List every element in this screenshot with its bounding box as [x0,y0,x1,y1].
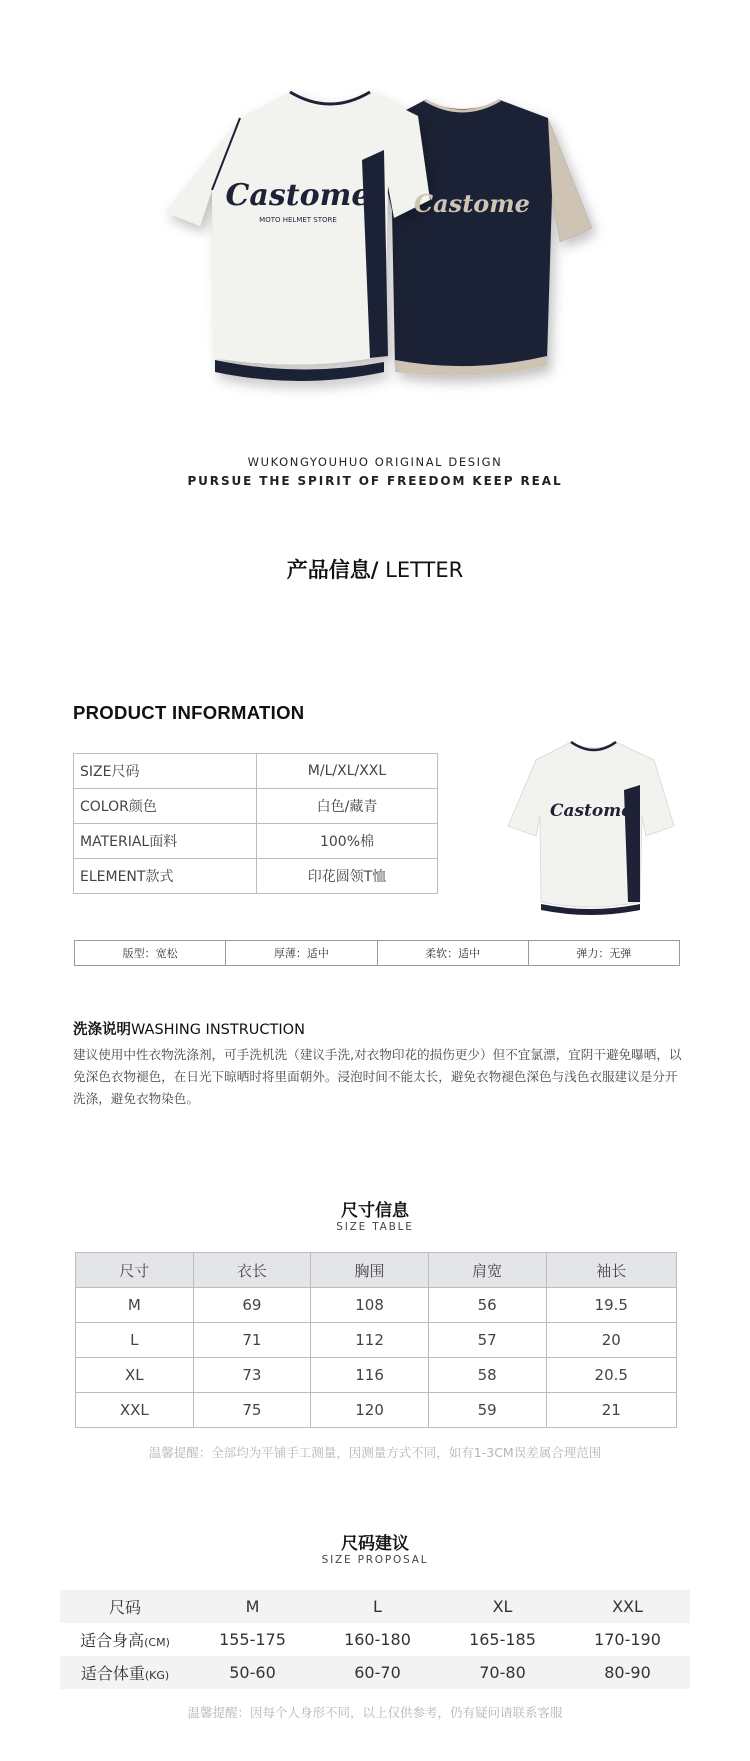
row-label-weight [60,1656,190,1689]
table-row [74,859,438,894]
table-cell: 73 [193,1358,311,1393]
size-proposal-note: 温馨提醒：因每个人身形不同，以上仅供参考，仍有疑问请联系客服 [187,1705,563,1720]
table-row [74,824,438,859]
column-header: 衣长 [193,1253,311,1288]
column-header: 尺码 [60,1590,190,1623]
column-header: 肩宽 [428,1253,546,1288]
table-cell: 165-185 [469,1630,536,1649]
washing-instruction-title [73,1018,305,1039]
table-cell: 75 [193,1393,311,1428]
brand-tagline: WUKONGYOUHUO ORIGINAL DESIGN [247,455,503,469]
table-cell: 21 [546,1393,677,1428]
column-header: XL [440,1590,565,1623]
washing-instruction-body: 建议使用中性衣物洗涤剂，可手洗机洗（建议手洗,对衣物印花的损伤更少）但不宜氯漂，宜阴干避免曝晒，以免深色衣物褪色，在日光下晾晒时将里面朝外。浸泡时间不能太长，避免衣物褪色深色与浅色衣服建议是分开洗涤，避免衣物染色。 [73,1047,682,1106]
table-cell: 120 [311,1393,429,1428]
height-label: 适合身高 [80,1631,145,1650]
table-cell: 59 [428,1393,546,1428]
column-header: 袖长 [546,1253,677,1288]
section-heading-letter [0,554,750,584]
product-thumbnail [496,730,686,920]
thumbnail-print: Castome [549,801,633,821]
info-value: 白色/藏青 [257,789,438,824]
table-cell: XXL [76,1393,194,1428]
table-cell: 20 [546,1323,677,1358]
size-table-title: 尺寸信息 [341,1201,409,1221]
table-row [60,1623,690,1656]
size-table-note: 温馨提醒：全部均为平铺手工测量，因测量方式不同，如有1-3CM误差属合理范围 [148,1445,602,1460]
table-cell: 108 [311,1288,429,1323]
size-table-subtitle: SIZE TABLE [336,1221,414,1233]
white-tshirt [165,92,430,381]
row-label-height [60,1623,190,1656]
table-cell: 20.5 [546,1358,677,1393]
size-proposal-subtitle: SIZE PROPOSAL [321,1554,429,1566]
letter-heading-en: LETTER [378,558,464,582]
washing-title-en: WASHING INSTRUCTION [131,1022,305,1038]
table-cell: XL [76,1358,194,1393]
table-cell: 69 [193,1288,311,1323]
info-key: SIZE尺码 [74,754,257,789]
size-proposal-title: 尺码建议 [341,1534,409,1554]
table-row [60,1656,690,1689]
table-cell: M [76,1288,194,1323]
weight-unit: (KG) [144,1669,170,1682]
brand-slogan: PURSUE THE SPIRIT OF FREEDOM KEEP REAL [187,474,563,488]
table-cell: 58 [428,1358,546,1393]
column-header: M [190,1590,315,1623]
navy-tee-print: Castome [414,189,530,218]
table-cell: 56 [428,1288,546,1323]
table-cell: 57 [428,1323,546,1358]
info-value: 印花圆领T恤 [257,859,438,894]
column-header: 尺寸 [76,1253,194,1288]
info-value: M/L/XL/XXL [257,754,438,789]
weight-label: 适合体重 [80,1664,145,1683]
table-header-row [76,1253,677,1288]
table-cell: L [76,1323,194,1358]
size-table [75,1252,677,1428]
table-cell: 170-190 [594,1630,661,1649]
table-cell: 160-180 [344,1630,411,1649]
info-key: ELEMENT款式 [74,859,257,894]
washing-title-cn: 洗涤说明 [73,1022,131,1038]
table-row [74,789,438,824]
table-cell: 19.5 [546,1288,677,1323]
table-cell: 60-70 [315,1656,440,1689]
table-cell: 50-60 [190,1656,315,1689]
product-hero-image [0,0,750,420]
table-header-row [60,1590,690,1623]
product-information-title: PRODUCT INFORMATION [73,702,305,723]
column-header: 胸围 [311,1253,429,1288]
info-value: 100%棉 [257,824,438,859]
info-key: COLOR颜色 [74,789,257,824]
attribute-fit: 版型：宽松 [75,941,226,966]
table-cell: 80-90 [565,1656,690,1689]
table-row [76,1393,677,1428]
info-key: MATERIAL面料 [74,824,257,859]
table-row [76,1323,677,1358]
table-row [76,1288,677,1323]
table-row [74,754,438,789]
size-proposal-table [60,1590,690,1689]
letter-heading-cn: 产品信息/ [286,558,379,582]
table-row [76,1358,677,1393]
product-attribute-bar [74,940,680,966]
table-cell: 116 [311,1358,429,1393]
table-cell: 71 [193,1323,311,1358]
column-header: L [315,1590,440,1623]
table-cell: 70-80 [440,1656,565,1689]
attribute-elasticity: 弹力：无弹 [528,941,679,966]
column-header: XXL [565,1590,690,1623]
attribute-thickness: 厚薄：适中 [226,941,377,966]
white-tee-print-subline: MOTO HELMET STORE [259,216,337,224]
attribute-softness: 柔软：适中 [377,941,528,966]
table-row [75,941,680,966]
white-tee-print: Castome [225,178,371,213]
table-cell: 112 [311,1323,429,1358]
product-info-table [73,753,438,894]
table-cell: 155-175 [219,1630,286,1649]
height-unit: (CM) [144,1636,170,1649]
